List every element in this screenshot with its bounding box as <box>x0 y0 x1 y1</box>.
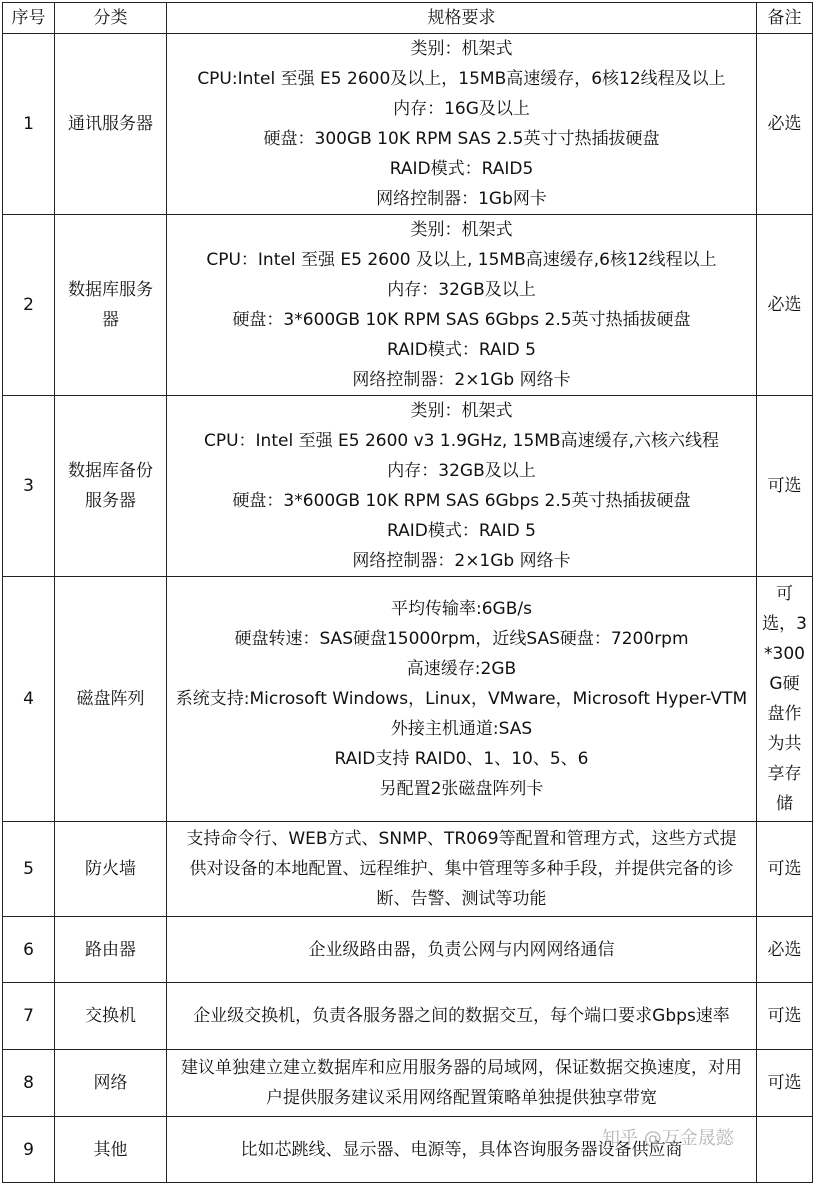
table-row <box>3 917 813 983</box>
row-no: 6 <box>3 917 55 983</box>
spec-line: 类别：机架式 <box>410 401 513 421</box>
row-spec: 比如芯跳线、显示器、电源等，具体咨询服务器设备供应商 <box>167 1117 757 1183</box>
row-no: 2 <box>3 215 55 396</box>
header-no: 序号 <box>3 3 55 34</box>
row-category: 网络 <box>55 1050 167 1117</box>
row-spec: 企业级交换机，负责各服务器之间的数据交互，每个端口要求Gbps速率 <box>167 983 757 1050</box>
row-note: 必选 <box>757 917 813 983</box>
table-row <box>3 215 813 396</box>
header-spec: 规格要求 <box>167 3 757 34</box>
header-note: 备注 <box>757 3 813 34</box>
row-category: 防火墙 <box>55 822 167 917</box>
spec-line: 网络控制器：1Gb网卡 <box>376 189 547 209</box>
row-no: 1 <box>3 34 55 215</box>
row-category: 路由器 <box>55 917 167 983</box>
spec-line: 平均传输率:6GB/s <box>391 599 532 619</box>
row-no: 5 <box>3 822 55 917</box>
row-spec <box>167 34 757 215</box>
row-spec <box>167 215 757 396</box>
row-note: 可选 <box>757 396 813 577</box>
spec-line: CPU：Intel 至强 E5 2600 v3 1.9GHz, 15MB高速缓存,六核六线程 <box>203 431 719 451</box>
spec-line: CPU:Intel 至强 E5 2600及以上，15MB高速缓存，6核12线程及以上 <box>197 69 726 89</box>
spec-line: RAID模式：RAID 5 <box>387 521 536 541</box>
spec-line: 内存：32GB及以上 <box>387 280 536 300</box>
row-spec <box>167 577 757 822</box>
spec-line: 高速缓存:2GB <box>406 659 517 679</box>
spec-line: RAID模式：RAID5 <box>389 159 534 179</box>
spec-line: 内存：16G及以上 <box>393 99 530 119</box>
table-row <box>3 396 813 577</box>
spec-line: 网络控制器：2×1Gb 网络卡 <box>352 370 571 390</box>
row-no: 7 <box>3 983 55 1050</box>
spec-line: 系统支持:Microsoft Windows，Linux，VMware，Microsoft Hyper-VTM <box>175 689 748 709</box>
spec-line: 另配置2张磁盘阵列卡 <box>379 779 544 799</box>
row-no: 9 <box>3 1117 55 1183</box>
table-row <box>3 1050 813 1117</box>
row-category: 其他 <box>55 1117 167 1183</box>
spec-line: 硬盘转速：SAS硬盘15000rpm，近线SAS硬盘：7200rpm <box>234 629 689 649</box>
row-no: 8 <box>3 1050 55 1117</box>
table-row <box>3 577 813 822</box>
row-no: 3 <box>3 396 55 577</box>
server-spec-table <box>2 2 813 1183</box>
spec-line: 硬盘：3*600GB 10K RPM SAS 6Gbps 2.5英寸热插拔硬盘 <box>232 491 691 511</box>
spec-line: RAID模式：RAID 5 <box>387 340 536 360</box>
row-category: 数据库服务器 <box>55 215 167 396</box>
row-category: 磁盘阵列 <box>55 577 167 822</box>
row-category: 通讯服务器 <box>55 34 167 215</box>
row-note: 必选 <box>757 215 813 396</box>
row-spec: 建议单独建立建立数据库和应用服务器的局域网，保证数据交换速度，对用户提供服务建议采用网络配置策略单独提供独享带宽 <box>167 1050 757 1117</box>
row-spec: 支持命令行、WEB方式、SNMP、TR069等配置和管理方式，这些方式提供对设备的本地配置、远程维护、集中管理等多种手段，并提供完备的诊断、告警、测试等功能 <box>167 822 757 917</box>
row-note: 必选 <box>757 34 813 215</box>
watermark-text: 知乎 @万金晟懿 <box>602 1128 734 1149</box>
row-no: 4 <box>3 577 55 822</box>
spec-line: 硬盘：3*600GB 10K RPM SAS 6Gbps 2.5英寸热插拔硬盘 <box>232 310 691 330</box>
row-category: 交换机 <box>55 983 167 1050</box>
table-row <box>3 822 813 917</box>
row-note: 可选 <box>757 983 813 1050</box>
row-spec <box>167 396 757 577</box>
row-note: 可选 <box>757 822 813 917</box>
table-row <box>3 983 813 1050</box>
row-note: 可选，3*300G硬盘作为共享存储 <box>757 577 813 822</box>
header-row <box>3 3 813 34</box>
row-note: 可选 <box>757 1050 813 1117</box>
spec-line: 硬盘：300GB 10K RPM SAS 2.5英寸寸热插拔硬盘 <box>263 129 660 149</box>
spec-line: 内存：32GB及以上 <box>387 461 536 481</box>
spec-line: RAID支持 RAID0、1、10、5、6 <box>334 749 589 769</box>
header-category: 分类 <box>55 3 167 34</box>
spec-line: CPU：Intel 至强 E5 2600 及以上, 15MB高速缓存,6核12线程以上 <box>206 250 717 270</box>
spec-line: 网络控制器：2×1Gb 网络卡 <box>352 551 571 571</box>
table-row <box>3 34 813 215</box>
spec-line: 类别：机架式 <box>410 220 513 240</box>
row-spec: 企业级路由器，负责公网与内网网络通信 <box>167 917 757 983</box>
spec-line: 类别：机架式 <box>410 39 513 59</box>
spec-line: 外接主机通道:SAS <box>390 719 533 739</box>
row-category: 数据库备份服务器 <box>55 396 167 577</box>
spec-table-container <box>2 2 813 1183</box>
